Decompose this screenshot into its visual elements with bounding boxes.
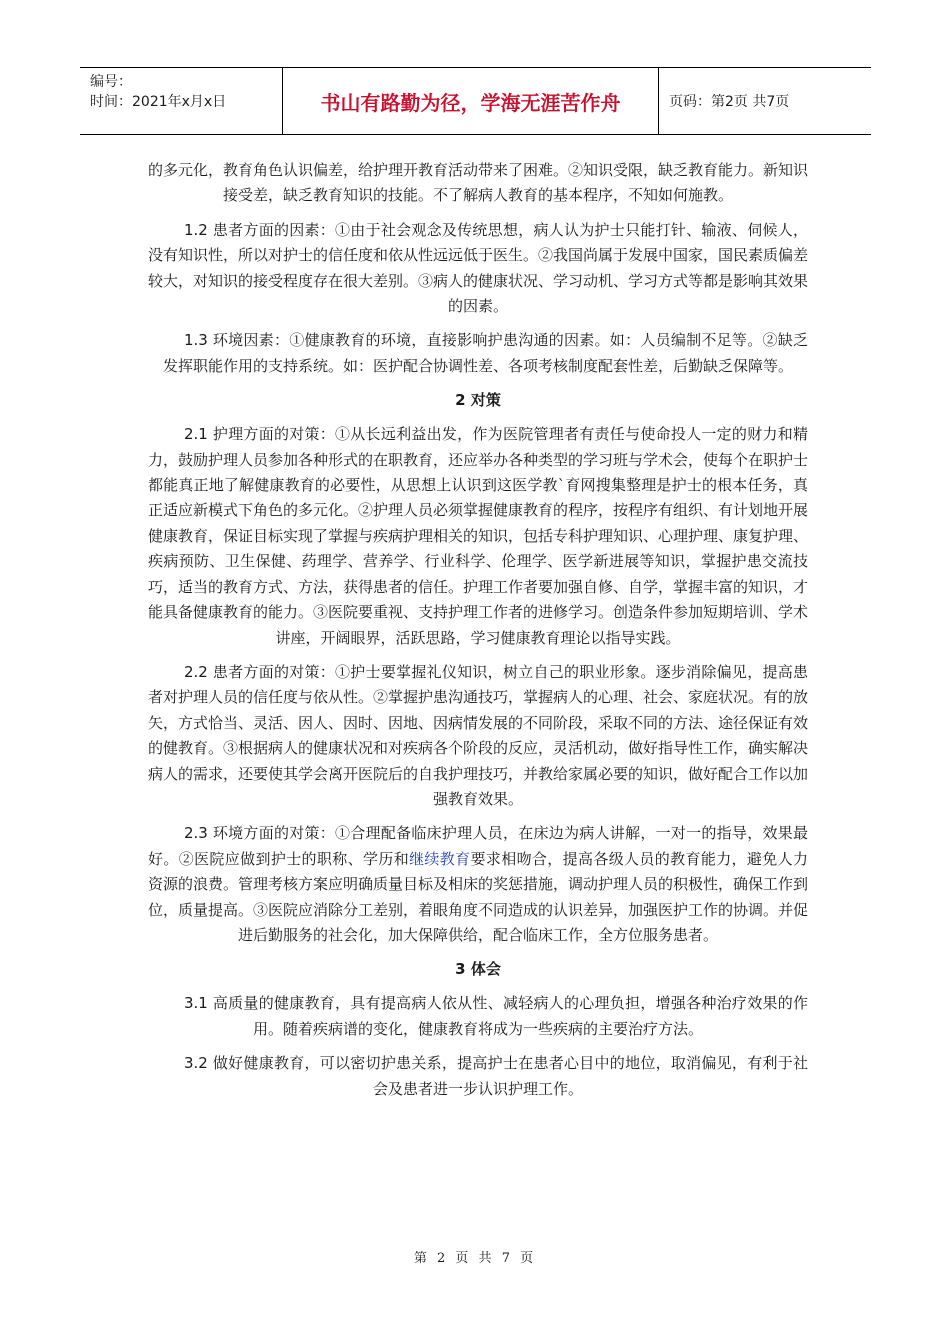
paragraph-3-1 [148, 991, 808, 1042]
section-number: 3.1 [184, 994, 208, 1013]
section-number: 2.1 [184, 425, 208, 444]
heading-section-2: 2 对策 [455, 391, 501, 410]
section-number: 2.3 [184, 824, 208, 843]
paragraph-text: 环境方面的对策：①合理配备临床护理人员，在床边为病人讲解，一对一的指导，效果最好。②医院应做到护士的职称、学历和 [148, 824, 808, 868]
paragraph-3-2 [148, 1051, 808, 1102]
paragraph-text: 高质量的健康教育，具有提高病人依从性、减轻病人的心理负担，增强各种治疗效果的作用。随着疾病谱的变化，健康教育将成为一些疾病的主要治疗方法。 [207, 994, 808, 1038]
document-number-label: 编号： [90, 74, 132, 90]
paragraph-text: 做好健康教育，可以密切护患关系，提高护士在患者心目中的地位，取消偏见，有利于社会及患者进一步认识护理工作。 [207, 1054, 808, 1098]
paragraph-2-2 [148, 660, 808, 812]
section-number: 3.2 [184, 1054, 208, 1073]
continuing-education-link[interactable]: 继续教育 [409, 849, 471, 868]
header-page-info: 页码：第2页 共7页 [669, 94, 790, 110]
paragraph-2-3 [148, 821, 808, 948]
section-number: 2.2 [184, 662, 208, 681]
section-number: 1.2 [184, 220, 208, 239]
paragraph-text: 环境因素：①健康教育的环境，直接影响护患沟通的因素。如：人员编制不足等。②缺乏发挥职能作用的支持系统。如：医护配合协调性差、各项考核制度配套性差，后勤缺乏保障等。 [162, 331, 808, 375]
document-body [148, 158, 808, 1111]
paragraph-2-1 [148, 422, 808, 651]
heading-section-3: 3 体会 [455, 960, 501, 979]
paragraph-1-2 [148, 218, 808, 320]
header-motto: 书山有路勤为径，学海无涯苦作舟 [283, 68, 659, 134]
paragraph-text: 护理方面的对策：①从长远利益出发，作为医院管理者有责任与使命投人一定的财力和精力，鼓励护理人员参加各种形式的在职教育，还应举办各种类型的学习班与学术会，使每个在职护士都能真正地了解健康教育的必要性，从思想上认识到这医学教`育网搜集整理是护士的根本任务，真正适应新模式下角色的多元化。②护理人员必须掌握健康教育的程序，按程序有组织、有计划地开展健康教育，保证目标实现了掌握与疾病护理相关的知识，包括专科护理知识、心理护理、康复护理、疾病预防、卫生保健、药理学、营养学、行业科学、伦理学、医学新进展等知识，掌握护患交流技巧，适当的教育方式、方法，获得患者的信任。护理工作者要加强自修、自学，掌握丰富的知识，才能具备健康教育的能力。③医院要重视、支持护理工作者的进修学习。创造条件参加短期培训、学术讲座，开阔眼界，活跃思路，学习健康教育理论以指导实践。 [148, 425, 809, 647]
section-number: 1.3 [184, 331, 208, 350]
paragraph-text: 患者方面的对策：①护士要掌握礼仪知识，树立自己的职业形象。逐步消除偏见，提高患者对护理人员的信任度与依从性。②掌握护患沟通技巧，掌握病人的心理、社会、家庭状况。有的放矢，方式恰当、灵活、因人、因时、因地、因病情发展的不同阶段，采取不同的方法、途径保证有效的健教育。③根据病人的健康状况和对疾病各个阶段的反应，灵活机动，做好指导性工作，确实解决病人的需求，还要使其学会离开医院后的自我护理技巧，并教给家属必要的知识，做好配合工作以加强教育效果。 [148, 662, 809, 808]
paragraph-text: 要求相吻合，提高各级人员的教育能力，避免人力资源的浪费。管理考核方案应明确质量目标及相床的奖惩措施，调动护理人员的积极性，确保工作到位，质量提高。③医院应消除分工差别，着眼角度不同造成的认识差异，加强医护工作的协调。并促进后勤服务的社会化，加大保障供给，配合临床工作，全方位服务患者。 [148, 849, 809, 944]
paragraph-1-3 [148, 328, 808, 379]
document-date: 时间：2021年x月x日 [90, 94, 227, 110]
page-header [80, 67, 871, 135]
header-meta [80, 68, 283, 134]
paragraph-text: 患者方面的因素：①由于社会观念及传统思想，病人认为护士只能打针、输液、伺候人，没有知识性，所以对护士的信任度和依从性远远低于医生。②我国尚属于发展中国家，国民素质偏差较大，对知识的接受程度存在很大差别。③病人的健康状况、学习动机、学习方式等都是影响其效果的因素。 [148, 220, 809, 316]
page-footer: 第 2 页 共 7 页 [413, 1251, 537, 1266]
paragraph-intro: 的多元化，教育角色认识偏差，给护理开教育活动带来了困难。②知识受限，缺乏教育能力。新知识接受差，缺乏教育知识的技能。不了解病人教育的基本程序，不知如何施教。 [148, 161, 809, 205]
